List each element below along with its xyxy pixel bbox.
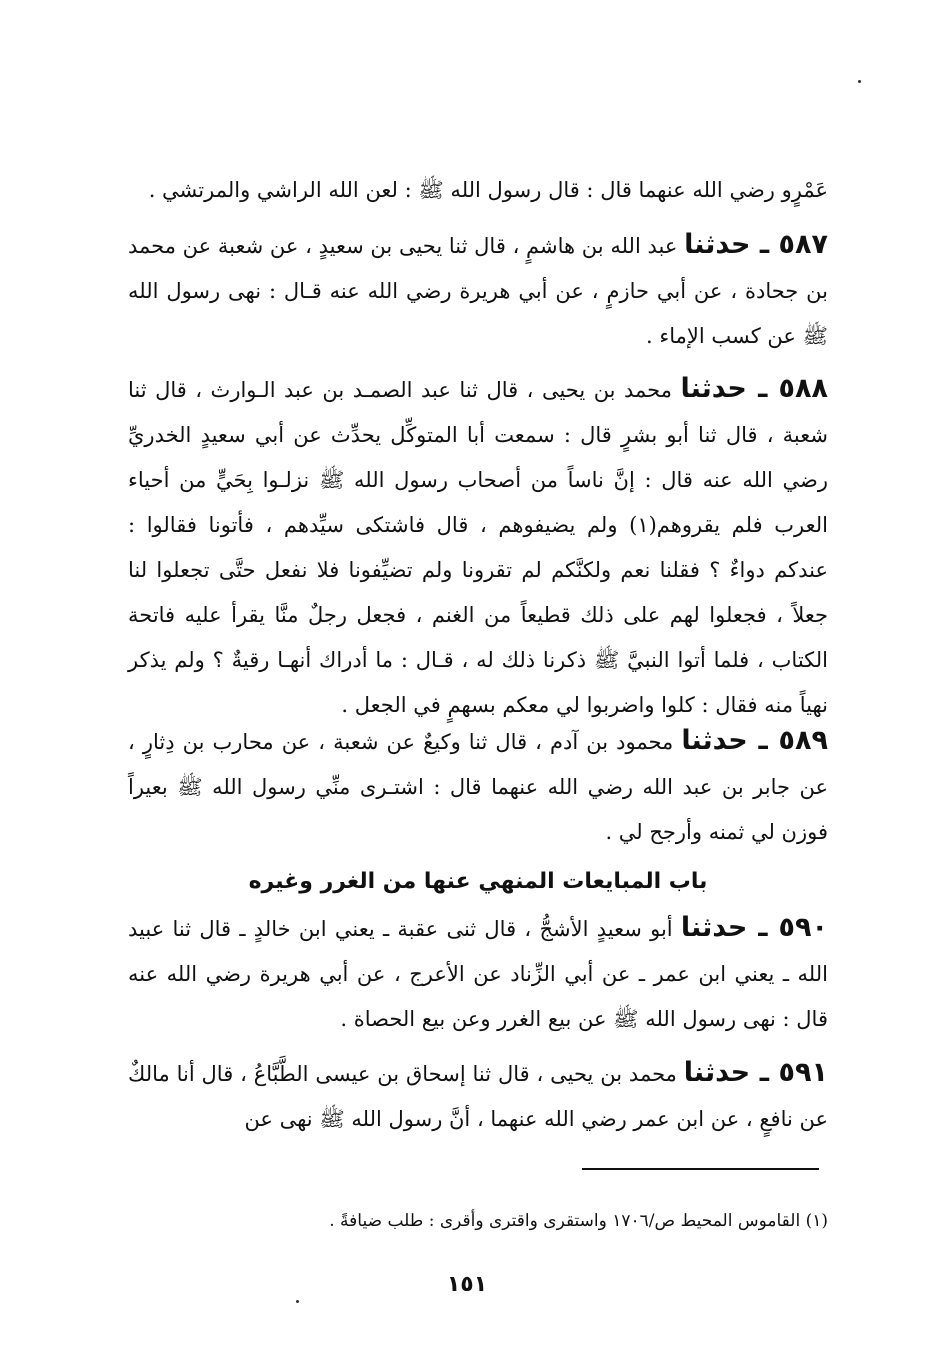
page-number: ١٥١	[446, 1272, 488, 1297]
separator: ـ	[747, 912, 779, 943]
footnote-divider	[582, 1168, 819, 1170]
hadith-text: محمد بن يحيى ، قال ثنا عبد الصمـد بن عبد الـوارث ، قال ثنا شعبة ، قال ثنا أبو بشرٍ قال : سمعت أبا المتوكِّل يحدِّث عن أبي سعيدٍ الخدريِّ رضي الله عنه قال : إنَّ ناساً من أصحاب رسول الله ﷺ نزلـوا بِحَيٍّ من أحياء العرب فلم يقروهم(١) ولم يضيفوهم ، قال فاشتكى سيِّدهم ، فأتونا فقالوا : عندكم دواءٌ ؟ فقلنا نعم ولكنَّكم لم تقرونا ولم تضيِّفونا فلا نفعل حتَّى تجعلوا لنا جعلاً ، فجعلوا لهم على ذلك قطيعاً من الغنم ، فجعل رجلٌ منَّا يقرأ عليه فاتحة الكتاب ، فلما أتوا النبيَّ ﷺ ذكرنا ذلك له ، قـال : ما أدراك أنهـا رقيةٌ ؟ ولم يذكر نهياً منه فقال : كلوا واضربوا لي معكم بسهمٍ في الجعل .	[128, 378, 828, 717]
hadith-lead: حدثنا	[680, 912, 748, 943]
opening-text: عَمْرٍو رضي الله عنهما قال : قال رسول الله ﷺ : لعن الله الراشي والمرتشي .	[148, 178, 828, 202]
chapter-title: باب المبايعات المنهي عنها من الغرر وغيره	[248, 869, 708, 894]
hadith-lead: حدثنا	[681, 725, 748, 756]
hadith-lead: حدثنا	[683, 1057, 751, 1088]
hadith-text: محمد بن يحيى ، قال ثنا إسحاق بن عيسى الطَّبَّاعُ ، قال أنا مالكٌ عن نافعٍ ، عن ابن عمر رضي الله عنهما ، أنَّ رسول الله ﷺ نهى عن	[128, 1062, 828, 1131]
hadith-591	[128, 1050, 828, 1142]
separator: ـ	[746, 373, 779, 404]
hadith-lead: حدثنا	[684, 229, 751, 260]
scan-speck	[858, 80, 861, 83]
hadith-588	[128, 366, 828, 728]
footnote: (١) القاموس المحيط ص/١٧٠٦ واستقرى واقترى وأقرى : طلب ضيافةً .	[329, 1211, 828, 1231]
hadith-number: ٥٩١	[778, 1057, 828, 1088]
hadith-number: ٥٨٨	[778, 373, 828, 404]
hadith-number: ٥٩٠	[778, 912, 828, 943]
hadith-590	[128, 905, 828, 1042]
separator: ـ	[750, 1057, 779, 1088]
hadith-587	[128, 222, 828, 359]
hadith-text: عبد الله بن هاشمٍ ، قال ثنا يحيى بن سعيدٍ ، عن شعبة عن محمد بن جحادة ، عن أبي حازمٍ ، عن أبي هريرة رضي الله عنه قـال : نهى رسول الله ﷺ عن كسب الإماء .	[128, 234, 828, 348]
hadith-text: محمود بن آدم ، قال ثنا وكيعٌ عن شعبة ، عن محارب بن دِثارٍ ، عن جابر بن عبد الله رضي الله عنهما قال : اشتـرى منِّي رسول الله ﷺ بعيراً فوزن لي ثمنه وأرجح لي .	[128, 730, 828, 844]
separator: ـ	[750, 229, 779, 260]
hadith-number: ٥٨٩	[778, 725, 828, 756]
hadith-text: أبو سعيدٍ الأشجُّ ، قال ثنى عقبة ـ يعني ابن خالدٍ ـ قال ثنا عبيد الله ـ يعني ابن عمر ـ عن أبي الزِّناد عن الأعرج ، عن أبي هريرة رضي الله عنه قال : نهى رسول الله ﷺ عن بيع الغرر وعن بيع الحصاة .	[128, 917, 828, 1031]
hadith-number: ٥٨٧	[778, 229, 828, 260]
hadith-lead: حدثنا	[680, 373, 747, 404]
opening-line	[128, 168, 828, 213]
hadith-589	[128, 718, 828, 855]
scan-speck	[296, 1300, 299, 1303]
separator: ـ	[747, 725, 779, 756]
